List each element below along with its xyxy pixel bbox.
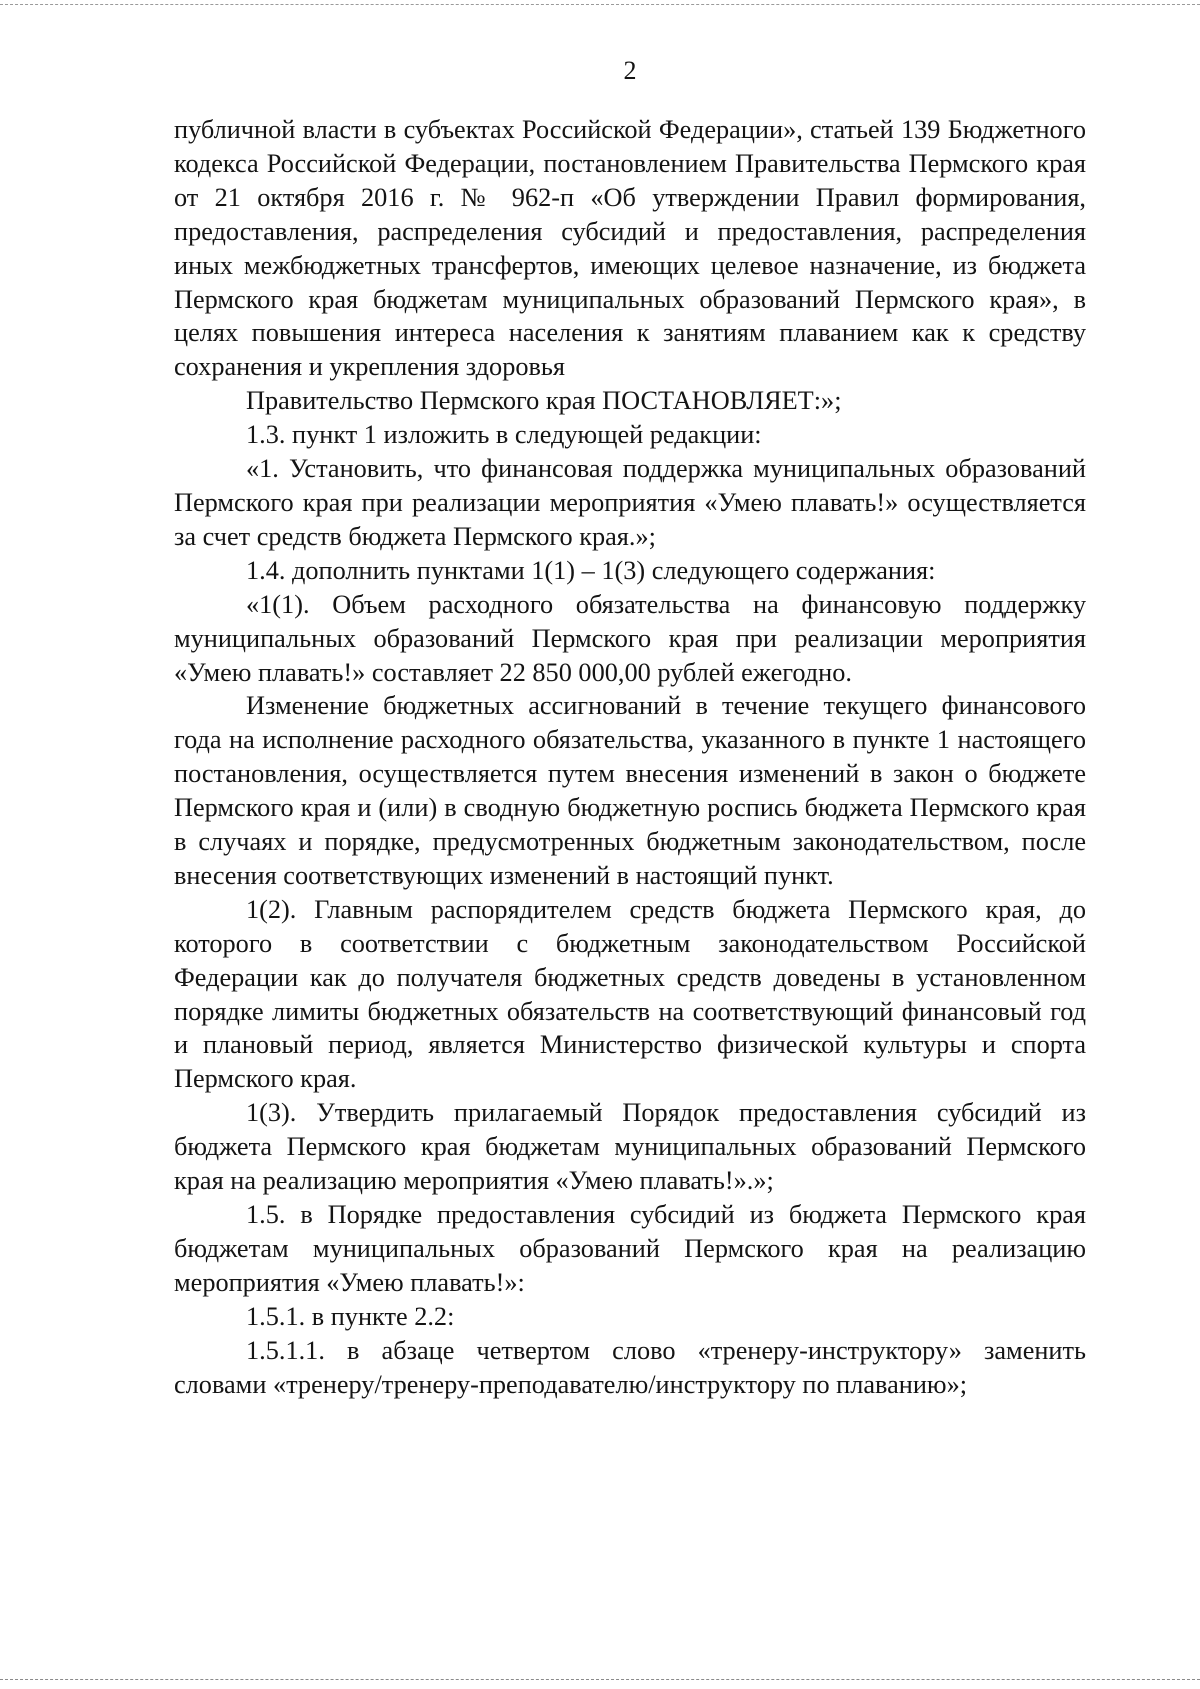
page-number: 2	[623, 56, 637, 85]
paragraph-item-1-5: 1.5. в Порядке предоставления субсидий из бюджета Пермского края бюджетам муниципальных образований Пермского края на реализацию мероприятия «Умею плавать!»:	[174, 1200, 1086, 1297]
paragraph-point-1-new-text: «1. Установить, что финансовая поддержка муниципальных образований Пермского края при реализации мероприятия «Умею плавать!» осуществляется за счет средств бюджета Пермского края.»;	[174, 454, 1086, 551]
document-body	[174, 113, 1086, 1401]
paragraph-point-1-1: «1(1). Объем расходного обязательства на финансовую поддержку муниципальных образований Пермского края при реализации мероприятия «Умею плавать!» составляет 22 850 000,00 рублей ежегодно.	[174, 589, 1086, 687]
paragraph-government-resolves: Правительство Пермского края ПОСТАНОВЛЯЕТ:»;	[246, 386, 842, 416]
scan-bottom-edge	[0, 1679, 1200, 1680]
paragraph-item-1-4: 1.4. дополнить пунктами 1(1) – 1(3) следующего содержания:	[246, 555, 936, 585]
paragraph-item-1-5-1-1: 1.5.1.1. в абзаце четвертом слово «тренеру-инструктору» заменить словами «тренеру/тренеру-преподавателю/инструктору по плаванию»;	[174, 1335, 1086, 1399]
paragraph-budget-change: Изменение бюджетных ассигнований в течение текущего финансового года на исполнение расходного обязательства, указанного в пункте 1 настоящего постановления, осуществляется путем внесения изменений в закон о бюджете Пермского края и (или) в сводную бюджетную роспись бюджета Пермского края в случаях и порядке, предусмотренных бюджетным законодательством, после внесения соответствующих изменений в настоящий пункт.	[174, 691, 1086, 890]
scan-top-edge	[0, 4, 1200, 5]
paragraph-legal-basis: публичной власти в субъектах Российской Федерации», статьей 139 Бюджетного кодекса Российской Федерации, постановлением Правительства Пермского края от 21 октября 2016 г. № 962-п «Об утверждении Правил формирования, предоставления, распределения субсидий и предоставления, распределения иных межбюджетных трансфертов, имеющих целевое назначение, из бюджета Пермского края бюджетам муниципальных образований Пермского края», в целях повышения интереса населения к занятиям плаванием как к средству сохранения и укрепления здоровья	[174, 115, 1086, 382]
paragraph-point-1-2: 1(2). Главным распорядителем средств бюджета Пермского края, до которого в соответствии с бюджетным законодательством Российской Федерации как до получателя бюджетных средств доведены в установленном порядке лимиты бюджетных обязательств на соответствующий финансовый год и плановый период, является Министерство физической культуры и спорта Пермского края.	[174, 894, 1086, 1094]
paragraph-point-1-3: 1(3). Утвердить прилагаемый Порядок предоставления субсидий из бюджета Пермского края бюджетам муниципальных образований Пермского края на реализацию мероприятия «Умею плавать!».»;	[174, 1098, 1086, 1196]
paragraph-item-1-5-1: 1.5.1. в пункте 2.2:	[246, 1301, 455, 1331]
paragraph-item-1-3: 1.3. пункт 1 изложить в следующей редакции:	[246, 420, 762, 450]
